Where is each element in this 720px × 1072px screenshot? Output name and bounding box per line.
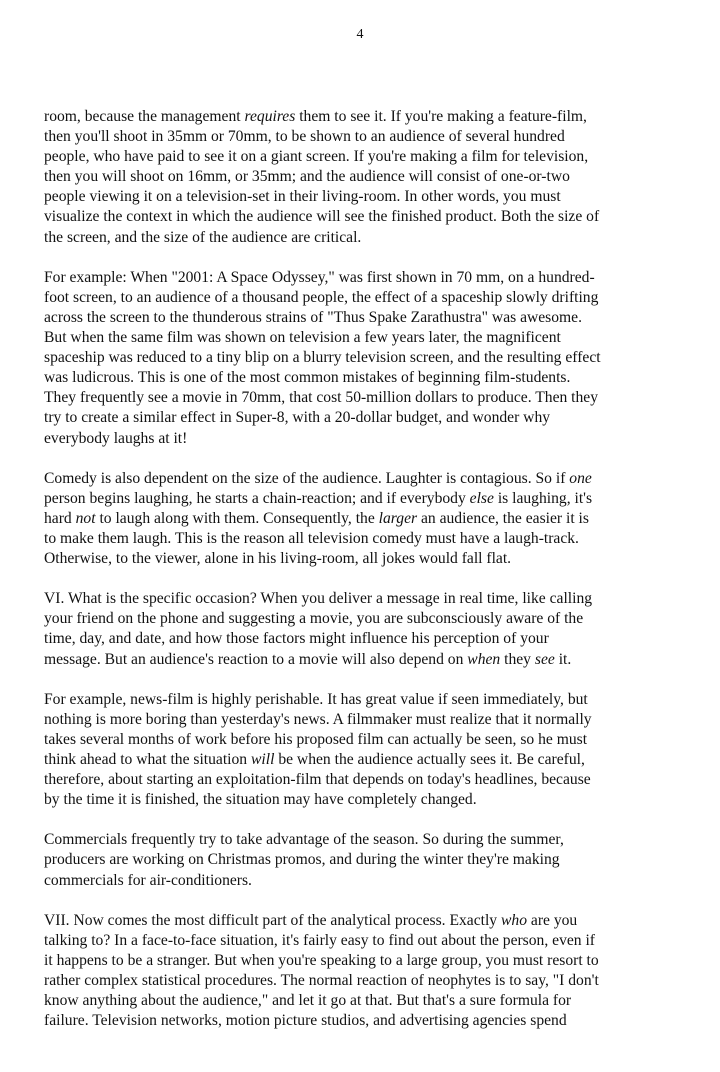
italic-text: else (469, 489, 494, 507)
text-run: to laugh along with them. Consequently, the (95, 509, 379, 527)
text-line (44, 951, 716, 971)
italic-text: requires (244, 108, 296, 125)
italic-text: one (569, 469, 592, 487)
italic-text: not (75, 509, 96, 527)
text-run: be when the audience actually sees it. Be careful, (274, 751, 585, 768)
paragraph (44, 690, 716, 811)
italic-text: will (251, 751, 275, 768)
page-number: 4 (356, 27, 364, 42)
text-line (44, 228, 716, 248)
text-run: your friend on the phone and suggesting a movie, you are subconsciously aware of the (44, 610, 584, 628)
text-run: are you (527, 911, 578, 929)
text-line (44, 268, 716, 288)
text-line (44, 710, 716, 730)
text-line (44, 991, 716, 1011)
text-run: For example, news-film is highly perishable. It has great value if seen immediately, but (44, 690, 588, 708)
text-run: producers are working on Christmas promos, and during the winter they're making (44, 851, 560, 869)
text-line (44, 549, 716, 569)
text-line (44, 127, 716, 147)
paragraph (44, 268, 716, 449)
text-line (44, 187, 716, 207)
text-line (44, 690, 716, 710)
text-run: everybody laughs at it! (44, 429, 188, 447)
text-line (44, 629, 716, 649)
text-run: spaceship was reduced to a tiny blip on a blurry television screen, and the resulting effect (44, 349, 601, 367)
text-run: to make them laugh. This is the reason all television comedy must have a laugh-track. (44, 529, 579, 547)
text-run: rather complex statistical procedures. The normal reaction of neophytes is to say, "I don't (44, 972, 599, 990)
text-run: people viewing it on a television-set in their living-room. In other words, you must (44, 188, 561, 206)
text-line (44, 931, 716, 951)
text-run: hard (44, 509, 76, 527)
text-line (44, 469, 716, 489)
text-line (44, 911, 716, 931)
text-line (44, 609, 716, 629)
text-run: commercials for air-conditioners. (44, 871, 252, 889)
text-run: people, who have paid to see it on a giant screen. If you're making a film for television, (44, 148, 589, 166)
text-line (44, 288, 716, 308)
text-run: They frequently see a movie in 70mm, that cost 50-million dollars to produce. Then they (44, 389, 599, 407)
text-line (44, 368, 716, 388)
text-run: But when the same film was shown on television a few years later, the magnificent (44, 329, 561, 347)
text-run: Commercials frequently try to take advantage of the season. So during the summer, (44, 831, 564, 849)
text-run: the screen, and the size of the audience are critical. (44, 228, 362, 246)
paragraph (44, 911, 716, 1032)
text-run: it. (554, 650, 572, 668)
text-run: then you'll shoot in 35mm or 70mm, to be shown to an audience of several hundred (44, 128, 565, 146)
text-run: VI. What is the specific occasion? When you deliver a message in real time, like calling (44, 590, 593, 608)
text-run: an audience, the easier it is (417, 509, 589, 527)
text-run: message. But an audience's reaction to a movie will also depend on (44, 650, 468, 668)
italic-text: larger (378, 509, 418, 527)
text-line (44, 971, 716, 991)
text-run: talking to? In a face-to-face situation, it's fairly easy to find out about the person, even if (44, 931, 596, 949)
text-line (44, 328, 716, 348)
text-line (44, 770, 716, 790)
text-run: them to see it. If you're making a feature-film, (295, 108, 587, 125)
text-line (44, 529, 716, 549)
text-run: therefore, about starting an exploitation-film that depends on today's headlines, because (44, 771, 591, 789)
text-run: was ludicrous. This is one of the most common mistakes of beginning film-students. (44, 369, 571, 387)
paragraph (44, 107, 716, 248)
text-line (44, 871, 716, 891)
text-run: by the time it is finished, the situation may have completely changed. (44, 791, 477, 809)
text-run: room, because the management (44, 108, 245, 125)
text-line (44, 850, 716, 870)
text-run: across the screen to the thunderous strains of "Thus Spake Zarathustra" was awesome. (44, 308, 582, 326)
text-run: foot screen, to an audience of a thousand people, the effect of a spaceship slowly drifting (44, 288, 599, 306)
text-run: think ahead to what the situation (44, 751, 252, 768)
text-run: failure. Television networks, motion picture studios, and advertising agencies spend (44, 1012, 567, 1030)
text-line (44, 650, 716, 670)
paragraph (44, 469, 716, 569)
text-run: visualize the context in which the audience will see the finished product. Both the size of (44, 208, 600, 226)
text-line (44, 750, 716, 770)
text-line (44, 107, 716, 127)
text-run: time, day, and date, and how those factors might influence his perception of your (44, 630, 549, 648)
text-run: know anything about the audience," and let it go at that. But that's a sure formula for (44, 992, 572, 1010)
text-line (44, 408, 716, 428)
text-line (44, 489, 716, 509)
text-line (44, 388, 716, 408)
paragraph (44, 589, 716, 669)
text-run: VII. Now comes the most difficult part of the analytical process. Exactly (44, 911, 501, 929)
text-run: try to create a similar effect in Super-8, with a 20-dollar budget, and wonder why (44, 409, 551, 427)
italic-text: see (534, 650, 555, 668)
text-run: nothing is more boring than yesterday's news. A filmmaker must realize that it normally (44, 710, 592, 728)
text-run: For example: When "2001: A Space Odyssey," was first shown in 70 mm, on a hundred- (44, 268, 595, 286)
text-line (44, 348, 716, 368)
text-line (44, 167, 716, 187)
text-line (44, 790, 716, 810)
text-line (44, 429, 716, 449)
italic-text: who (501, 911, 527, 929)
text-line (44, 589, 716, 609)
text-run: they (500, 650, 535, 668)
text-line (44, 509, 716, 529)
text-run: then you will shoot on 16mm, or 35mm; and the audience will consist of one-or-two (44, 168, 570, 186)
text-run: person begins laughing, he starts a chain-reaction; and if everybody (44, 489, 470, 507)
text-line (44, 207, 716, 227)
italic-text: when (467, 650, 501, 668)
body-text (44, 107, 716, 1051)
text-line (44, 308, 716, 328)
paragraph (44, 830, 716, 890)
text-line (44, 730, 716, 750)
text-line (44, 830, 716, 850)
text-run: Comedy is also dependent on the size of the audience. Laughter is contagious. So if (44, 469, 570, 487)
text-run: Otherwise, to the viewer, alone in his living-room, all jokes would fall flat. (44, 550, 512, 568)
text-line (44, 147, 716, 167)
text-run: it happens to be a stranger. But when you're speaking to a large group, you must resort to (44, 951, 599, 969)
text-run: is laughing, it's (493, 489, 593, 507)
text-line (44, 1011, 716, 1031)
text-run: takes several months of work before his proposed film can actually be seen, so he must (44, 730, 588, 748)
